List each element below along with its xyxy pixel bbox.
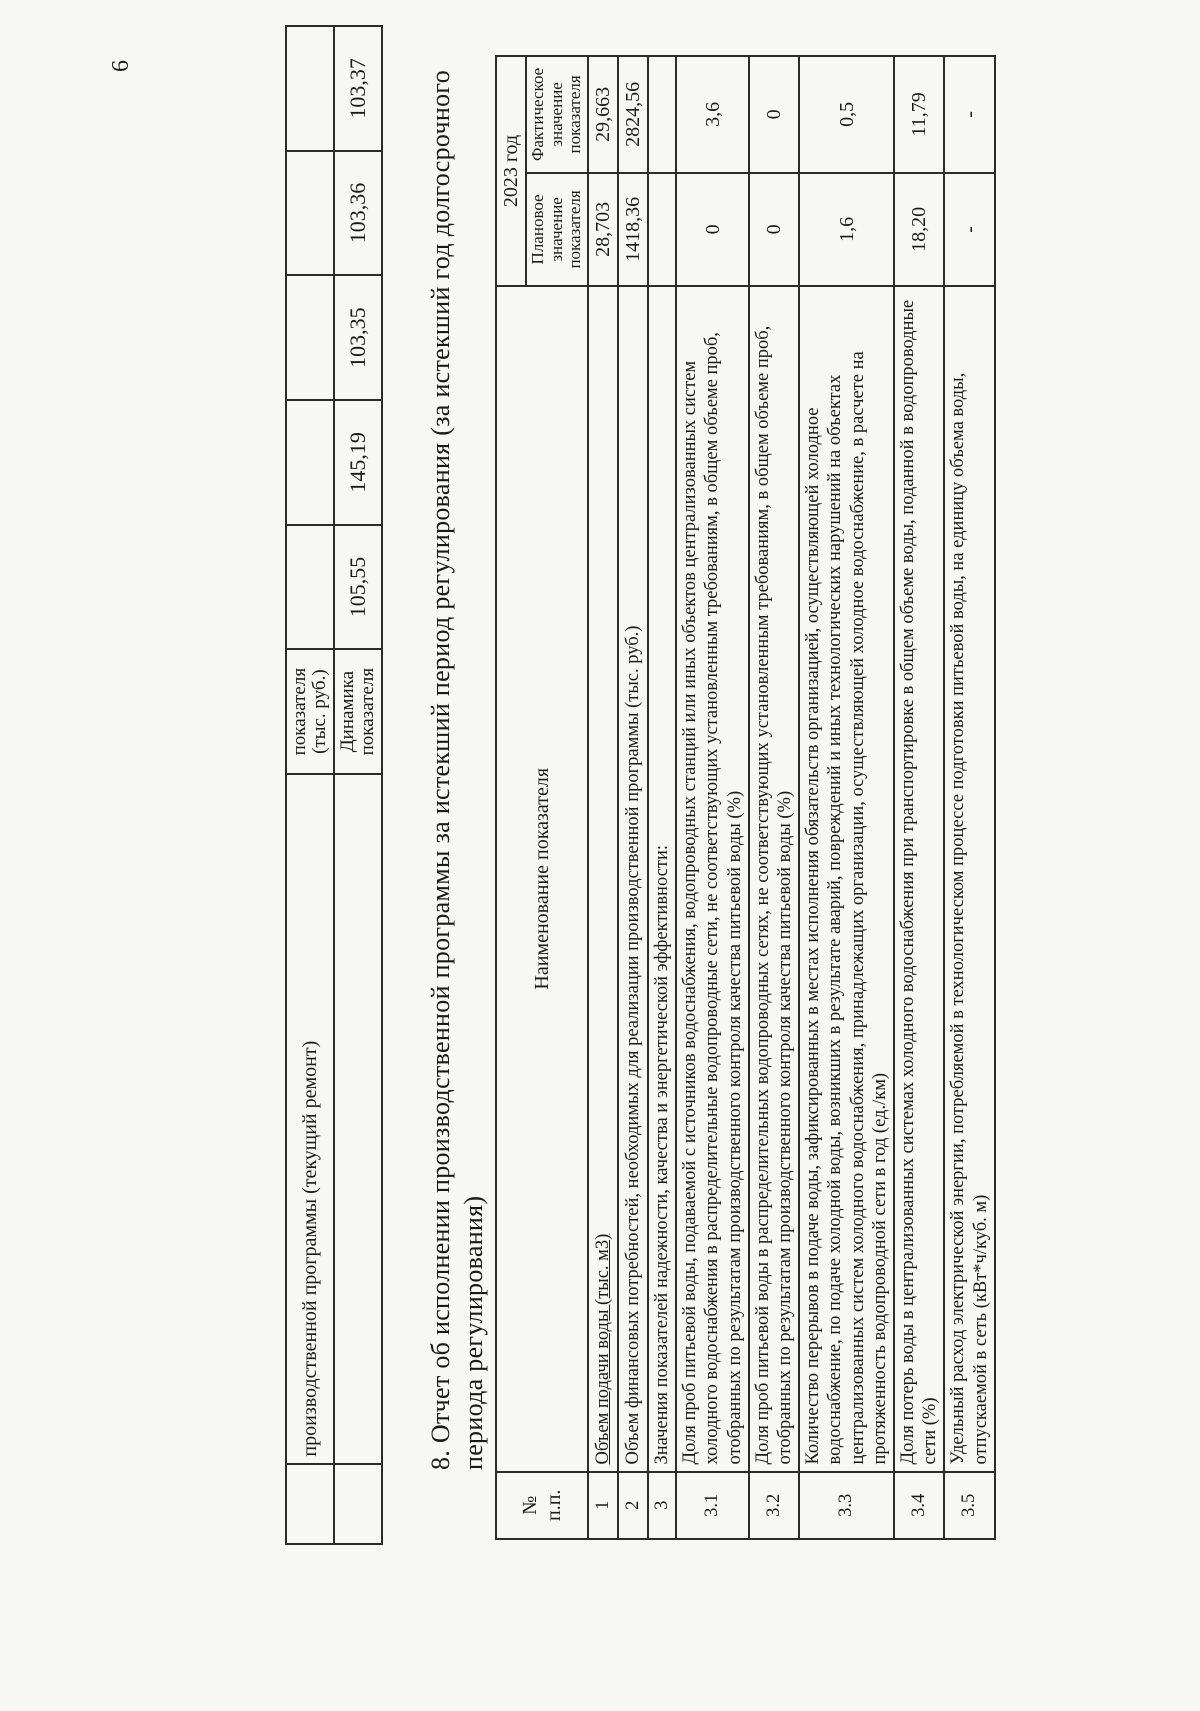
fragment-row-1-label: производственной программы (текущий ремонт) [286,774,334,1464]
table-row: 3.5 Удельный расход электрической энергии, потребляемой в технологическом процессе подготовки питьевой воды, на единицу объема воды, отпускаемой в сеть (кВт*ч/куб. м) - - [944,56,994,1539]
dynamics-value: 103,37 [334,26,382,151]
fragment-row-1 [286,26,334,1544]
fragment-row-2 [334,26,382,1544]
col-header-name: Наименование показателя [496,286,588,1472]
rotated-content [108,58,1080,1630]
page-number: 6 [108,60,134,72]
table-row: 2 Объем финансовых потребностей, необходимых для реализации производственной программы (тыс. руб.) 1418,36 2824,56 [618,56,648,1539]
section-heading: 8. Отчет об исполнении производственной программы за истекший период регулирования (за истекший год долгосрочного периода регулирования) [426,70,488,1470]
table-row: 3.3 Количество перерывов в подаче воды, зафиксированных в местах исполнения обязательств организацией, осуществляющей холодное водоснабжение, по подаче холодной воды, возникших в результате аварий, повреждений и иных технологических нарушений на объектах централизованных систем холодного водоснабжения, принадлежащих организации, осуществляющей холодное водоснабжение, в расчете на протяженность водопроводной сети в год (ед./км) 1,6 0,5 [799,56,894,1539]
fragment-row-2-label: Динамика показателя [334,649,382,774]
col-header-no: № п.п. [496,1472,588,1539]
dynamics-value: 103,35 [334,275,382,400]
table-row: 3.1 Доля проб питьевой воды, подаваемой с источников водоснабжения, водопроводных станций или иных объектов централизованных систем холодного водоснабжения в распределительные водопроводные сети, не соответствующих установленным требованиям, в общем объеме проб, отобранных по результатам производственного контроля качества питьевой воды (%) 0 3,6 [676,56,749,1539]
col-header-year: 2023 год [496,56,526,286]
header-row [496,56,526,1539]
table-row: 1 Объем подачи воды (тыс. м3) 28,703 29,663 [588,56,618,1539]
dynamics-value: 103,36 [334,151,382,276]
col-header-planned: Плановое значение показателя [526,173,588,286]
dynamics-value: 145,19 [334,400,382,525]
table-row: 3.4 Доля потерь воды в централизованных системах холодного водоснабжения при транспортировке в общем объеме воды, поданной в водопроводные сети (%) 18,20 11,79 [894,56,944,1539]
dynamics-value: 105,55 [334,525,382,650]
report-table [495,55,996,1540]
table-row: 3.2 Доля проб питьевой воды в распределительных водопроводных сетях, не соответствующих установленным требованиям, в общем объеме проб, отобранных по результатам производственного контроля качества питьевой воды (%) 0 0 [749,56,799,1539]
col-header-actual: Фактическое значение показателя [526,56,588,173]
top-fragment-table [285,25,383,1545]
table-row: 3 Значения показателей надежности, качества и энергетической эффективности: [648,56,676,1539]
fragment-row-1-unit: показателя (тыс. руб.) [286,649,334,774]
